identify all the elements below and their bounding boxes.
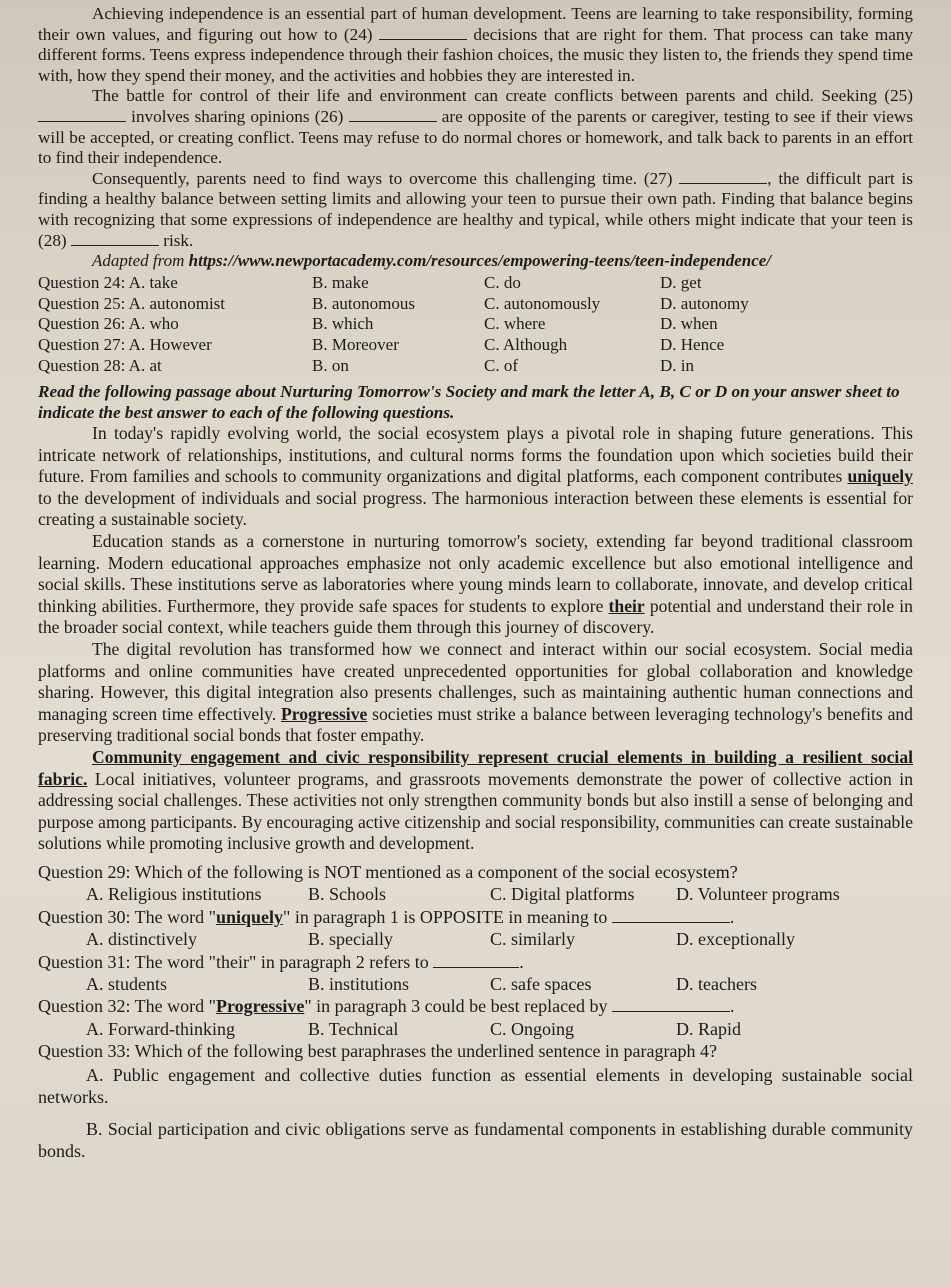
text: Education stands as a cornerstone in nurturing tomorrow's society, extending far beyond traditional classroom learning. Modern educational approaches emphasize not only academic excellence but also emotional intelligence and social skills. These institutions serve as laboratories where young minds learn to collaborate, innovate, and develop critical thinking abilities. Furthermore, they provide safe spaces for students to explore (38, 531, 913, 616)
underlined-word-their: their (608, 595, 645, 616)
passage1-paragraph1 (38, 4, 913, 86)
option-d: D. get (660, 273, 702, 293)
passage1-paragraph2 (38, 86, 913, 168)
question-27-row (38, 335, 830, 356)
underlined-sentence: Community engagement and civic responsibility represent crucial elements in building a resilient social fabric. (38, 747, 913, 789)
question-30-options (38, 928, 913, 950)
question-33-option-b: B. Social participation and civic obligations serve as fundamental components in establishing durable community bonds. (38, 1118, 913, 1161)
questions-block (38, 861, 913, 1162)
question-25-row (38, 294, 830, 315)
option-b: B. Technical (308, 1018, 399, 1039)
underlined-word-progressive: Progressive (280, 703, 368, 724)
answer-blank (612, 1010, 730, 1012)
source-url: https://www.newportacademy.com/resources/empowering-teens/teen-independence/ (188, 251, 772, 271)
text: societies must strike a balance between leveraging technology's benefits and preserving traditional social bonds that foster empathy. (38, 703, 913, 746)
text: Question 32: The word " (38, 996, 216, 1017)
text: Question 31: The word "their" in paragraph 2 refers to (38, 951, 429, 972)
answer-blank (433, 966, 519, 968)
option-d: D. exceptionally (676, 929, 795, 950)
text: Consequently, parents need to find ways to overcome this challenging time. (27) (92, 168, 673, 188)
underlined-word-uniquely: uniquely (847, 466, 913, 487)
option-a: A. distinctively (86, 929, 197, 950)
question-32: Question 32: The word "Progressive" in paragraph 3 could be best replaced by . (38, 996, 735, 1017)
question-29: Question 29: Which of the following is NOT mentioned as a component of the social ecosystem? (38, 861, 738, 882)
text: potential and understand their role in the broader social context, while teachers guide them through this journey of discovery. (38, 595, 913, 638)
text: In today's rapidly evolving world, the social ecosystem plays a pivotal role in shaping future generations. This intricate network of relationships, institutions, and cultural norms forms the foundation upon which societies build their future. From families and schools to community organizations and digital platforms, each component contributes (38, 423, 913, 487)
question-26-row (38, 314, 830, 335)
option-b: B. autonomous (312, 293, 415, 313)
option-b: B. institutions (308, 974, 410, 994)
option-d: D. teachers (676, 974, 757, 994)
text: " in paragraph 3 could be best replaced by (304, 996, 608, 1017)
option-d: D. in (660, 355, 694, 375)
option-c: C. safe spaces (490, 974, 592, 994)
option-d: D. Rapid (676, 1018, 741, 1039)
text: Local initiatives, volunteer programs, and grassroots movements demonstrate the power of collective action in addressing social challenges. These activities not only strengthen community bonds but also instill a sense of belonging and purpose among participants. By encouraging active citizenship and social responsibility, communities can create sustainable solutions while promoting inclusive growth and development. (38, 768, 913, 854)
text: decisions that are right for them. That process can take many different forms. Teens express independence through their fashion choices, the music they listen to, the friends they spend time with, how they spend their money, and the activities and hobbies they are interested in. (38, 24, 914, 85)
source-prefix: Adapted from (92, 251, 189, 271)
text: " in paragraph 1 is OPPOSITE in meaning to (283, 906, 608, 927)
passage1-paragraph3 (38, 169, 913, 251)
text: are opposite of the parents or caregiver, testing to see if their views will be accepted, or creating conflict. Teens may refuse to do normal chores or homework, and talk back to parents in an effort to find their independence. (38, 106, 914, 168)
option-a: Question 25: A. autonomist (38, 293, 225, 313)
question-30: Question 30: The word "uniquely" in paragraph 1 is OPPOSITE in meaning to . (38, 906, 735, 927)
option-d: D. Hence (660, 334, 725, 354)
answer-blank (612, 921, 730, 923)
question-24-row (38, 273, 830, 294)
passage2-paragraph1 (38, 423, 913, 531)
target-word: uniquely (216, 906, 284, 927)
option-d: D. autonomy (660, 293, 749, 313)
text: Question 30: The word " (38, 906, 216, 927)
option-c: C. do (484, 273, 521, 293)
question-28-row (38, 356, 830, 377)
target-word: Progressive (216, 996, 305, 1017)
reading-instruction: Read the following passage about Nurturing Tomorrow's Society and mark the letter A, B, C or D on your answer sheet to indicate the best answer to each of the following questions. (38, 382, 900, 422)
passage2-paragraph4 (38, 747, 913, 855)
option-b: B. make (312, 273, 369, 293)
passage2-paragraph2 (38, 531, 913, 639)
text: to the development of individuals and social progress. The harmonious interaction between these elements is essential for creating a sustainable society. (38, 487, 913, 530)
question-32-options (38, 1018, 913, 1040)
text: risk. (163, 230, 194, 250)
option-b: B. on (312, 355, 349, 375)
option-a: A. Religious institutions (86, 884, 262, 905)
option-b: B. which (312, 314, 374, 334)
text: Achieving independence is an essential part of human development. Teens are learning to take responsibility, forming their own values, and figuring out how to (24) (38, 4, 913, 44)
question-31-options (38, 973, 913, 995)
question-31: Question 31: The word "their" in paragraph 2 refers to . (38, 951, 524, 972)
blank-26 (349, 120, 437, 122)
option-d: D. Volunteer programs (676, 884, 840, 905)
option-a: A. students (86, 974, 167, 994)
blank-27 (679, 182, 767, 184)
option-a: Question 26: A. who (38, 314, 179, 334)
question-33: Question 33: Which of the following best paraphrases the underlined sentence in paragraph 4? (38, 1041, 717, 1062)
option-c: C. autonomously (484, 293, 601, 313)
option-c: C. where (484, 314, 546, 334)
option-c: C. of (484, 355, 518, 375)
option-b: B. Schools (308, 884, 387, 905)
blank-25 (38, 120, 126, 122)
option-a: Question 28: A. at (38, 355, 162, 375)
option-a: Question 27: A. However (38, 334, 212, 354)
text: involves sharing opinions (26) (131, 106, 344, 126)
text: , the difficult part is finding a healthy balance between setting limits and allowing your teen to pursue their own path. Finding that balance begins with recognizing that some expressions of independence are healthy and typical, while others might indicate that your teen is (28) (38, 168, 913, 250)
option-c: C. Ongoing (490, 1018, 575, 1039)
option-c: C. Digital platforms (490, 884, 635, 905)
option-b: B. Moreover (312, 334, 399, 354)
question-29-options (38, 883, 913, 905)
option-b: B. specially (308, 929, 393, 950)
cloze-options-table (38, 273, 830, 376)
blank-24 (379, 38, 467, 40)
blank-28 (71, 244, 159, 246)
option-d: D. when (660, 314, 718, 334)
option-a: A. Forward-thinking (86, 1018, 235, 1039)
text: The digital revolution has transformed how we connect and interact within our social ecosystem. Social media platforms and online communities have created unprecedented opportunities for global collaboration and knowledge sharing. However, this digital integration also presents challenges, such as maintaining authentic human connections and managing screen time effectively. (38, 639, 913, 724)
passage2-paragraph3 (38, 639, 913, 747)
option-c: C. Although (484, 334, 568, 354)
option-c: C. similarly (490, 929, 575, 950)
question-33-option-a: A. Public engagement and collective duties function as essential elements in developing sustainable social networks. (38, 1064, 913, 1107)
text: The battle for control of their life and environment can create conflicts between parents and child. Seeking (25) (92, 86, 913, 106)
option-a: Question 24: A. take (38, 273, 178, 293)
source-citation (38, 251, 913, 271)
